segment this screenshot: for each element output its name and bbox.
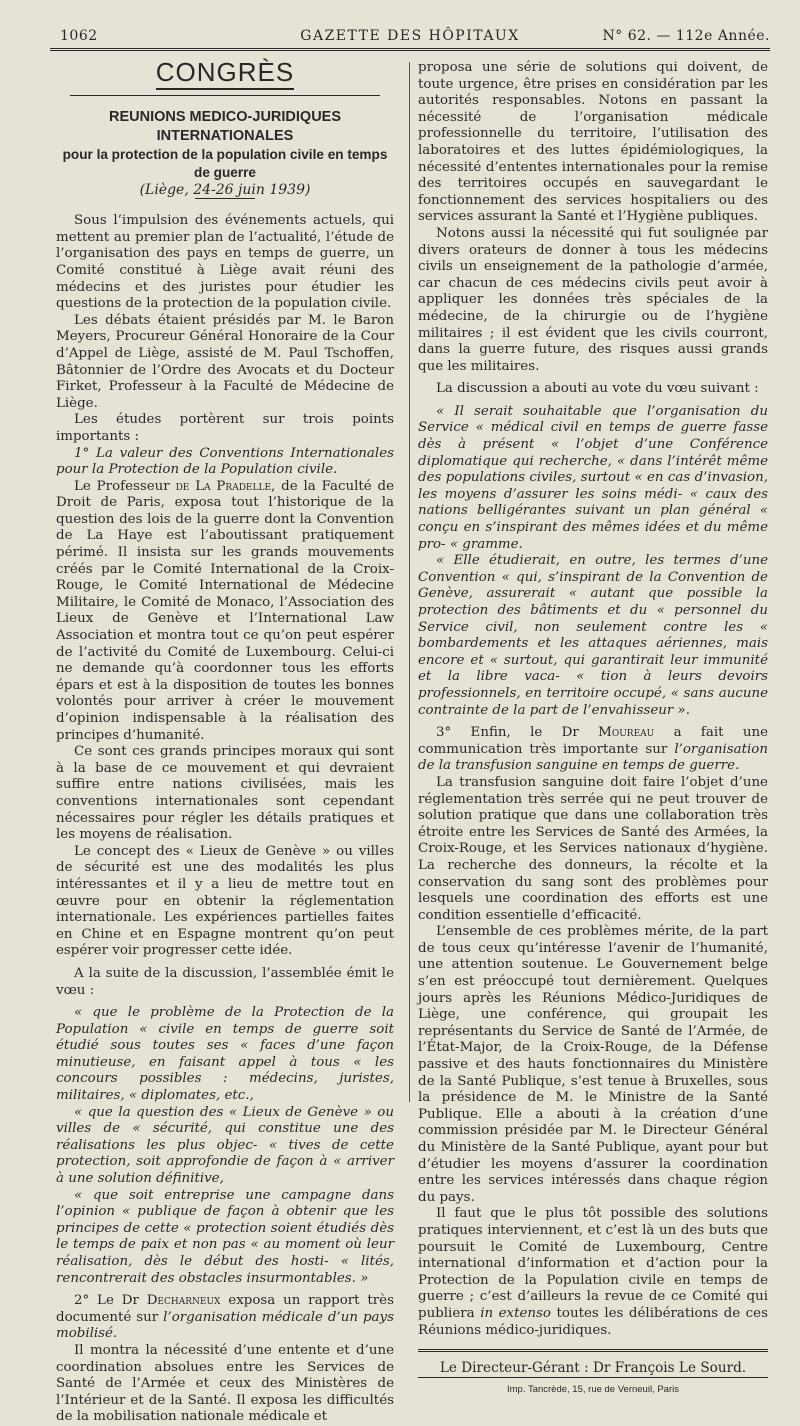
section-title: CONGRÈS (56, 64, 394, 81)
paragraph: Il faut que le plus tôt possible des solutions pratiques interviennent, et c’est là un des buts que poursuit le Comité de Luxembourg, Centre international d’information et d’action pour la Protection de la Population civile en temps de guerre ; c’est d’ailleurs la revue de ce Comité qui publiera in extenso toutes les délibérations de ces Réunions médico-juridiques. (418, 1206, 768, 1338)
article-title: REUNIONS MEDICO-JURIDIQUES INTERNATIONALES (108, 108, 342, 144)
paragraph: Le Professeur de La Pradelle, de la Faculté de Droit de Paris, exposa tout l’historique de la question des lois de la guerre dont la Convention de La Haye est l’aboutissant pratiquement périmé. Il insista sur les grands mouvements créés par le Comité International de la Croix-Rouge, le Comité International de Médecine Militaire, le Comité de Monaco, l’Association des Lieux de Genève et l’International Law Association et montra tout ce qu’on peut espérer de l’activité du Comité de Luxembourg. Celui-ci ne demande qu’à coordonner tous les efforts épars et est à la disposition de toutes les bonnes volontés pour arriver à créer le mouvement d’opinion indispensable à la réalisation des principes d’humanité. (56, 478, 394, 743)
journal-title: GAZETTE DES HÔPITAUX (300, 28, 520, 44)
quote: « Il serait souhaitable que l’organisation du Service « médical civil en temps de guerre fasse dès à présent « l’objet d’une Conférence diplomatique qui recherche, « dans l’intérêt même des populations civiles, surtout « en cas d’invasion, les moyens d’assurer les soins médi- « caux des nations belligérantes suivant un plan général « conçu en s’inspirant des mêmes idées et du même pro- « gramme. (418, 403, 768, 552)
paragraph: Les débats étaient présidés par M. le Baron Meyers, Procureur Général Honoraire de la Cour d’Appel de Liège, assisté de M. Paul Tschoffen, Bâtonnier de l’Ordre des Avocats et du Docteur Firket, Professeur à la Faculté de Médecine de Liège. (56, 312, 394, 411)
quote: « Elle étudierait, en outre, les termes d’une Convention « qui, s’inspirant de la Convention de Genève, assurerait « autant que possible la protection des bâtiments et du « personnel du Service civil, non seulement contre les « bombardements et les attaques aériennes, mais encore et « surtout, qui garantirait leur immunité et la libre vaca- « tion à leurs devoirs professionnels, en territoire occupé, « sans aucune contrainte de la part de l’envahisseur ». (418, 553, 768, 718)
paragraph: La discussion a abouti au vote du vœu suivant : (436, 381, 759, 397)
paragraph: Il montra la nécessité d’une entente et d’une coordination absolues entre les Services de Santé de l’Armée et ceux des Ministères de l’Intérieur et de la Santé. Il exposa les difficultés de la mobilisation nationale médicale et (56, 1342, 394, 1425)
paragraph: Les études portèrent sur trois points importants : (56, 412, 394, 444)
column-divider (409, 62, 410, 1102)
paragraph: L’ensemble de ces problèmes mérite, de la part de tous ceux qu’intéresse l’avenir de l’humanité, une attention soutenue. Le Gouvernement belge s’en est préoccupé tout dernièrement. Quelques jours après les Réunions Médico-Juridiques de Liège, une conférence, qui groupait les représentants du Service de Santé de l’Armée, de l’État-Major, de la Croix-Rouge, de la Défense passive et des hauts fonctionnaires du Ministère de la Santé Publique, s’est tenue à Bruxelles, sous la présidence de M. le Ministre de la Santé Publique. Elle a abouti à la création d’une commission présidée par M. le Directeur Général du Ministère de la Santé Publique, ayant pour but d’étudier les moyens d’assurer la coordination entre les services intéressés dans chaque région du pays. (418, 924, 768, 1205)
paragraph: 2° Le Dr Decharneux exposa un rapport très documenté sur l’organisation médicale d’un pays mobilisé. (56, 1293, 394, 1342)
header-rule (50, 48, 770, 53)
paragraph: 3° Enfin, le Dr Moureau a fait une communication très importante sur l’organisation de la transfusion sanguine en temps de guerre. (418, 725, 769, 774)
paragraph: 1° La valeur des Conventions Internationales pour la Protection de la Population civile. (56, 445, 394, 478)
running-head (50, 22, 770, 48)
printer-rule (418, 1377, 768, 1378)
title-separator (195, 198, 255, 199)
paragraph: A la suite de la discussion, l’assemblée émit le vœu : (56, 965, 394, 998)
paragraph: Le concept des « Lieux de Genève » ou villes de sécurité est une des modalités les plus intéressantes et il y a lieu de mettre tout en œuvre pour en obtenir la réglementation internationale. Les expériences partielles faites en Chine et en Espagne montrent qu’on peut espérer voir progresser cette idée. (56, 843, 394, 959)
quote: « que le problème de la Protection de la Population « civile en temps de guerre soit étudié sous toutes ses « faces d’une façon minutieuse, en faisant appel à tous « les concours possibles : médecins, juristes, militaires, « diplomates, etc., (56, 1005, 394, 1104)
article-subtitle: pour la protection de la population civile en temps de guerre (62, 146, 388, 180)
page-number: 1062 (60, 28, 98, 44)
signature-rule (418, 1349, 768, 1354)
quote: « que la question des « Lieux de Genève » ou villes de « sécurité, qui constitue une des réalisations les plus objec- « tives de cette protection, soit approfondie de façon à « arriver à une solution définitive, (56, 1104, 394, 1187)
paragraph: Notons aussi la nécessité qui fut soulignée par divers orateurs de donner à tous les médecins civils un enseignement de la pathologie d’armée, car chacun de ces médecins civils peut avoir à appliquer les données très spéciales de la médecine, de la chirurgie ou de l’hygiène militaires ; il est évident que les civils courront, dans la guerre future, des risques aussi grands que les militaires. (418, 225, 768, 374)
signature: Le Directeur-Gérant : Dr François Le Sourd. (439, 1360, 747, 1377)
issue-number: N° 62. — 112e Année. (602, 28, 770, 44)
article-place-date: (Liège, 24-26 juin 1939) (139, 181, 311, 198)
paragraph: proposa une série de solutions qui doivent, de toute urgence, être prises en considération par les autorités responsables. Notons en passant la nécessité de l’organisation médicale professionnelle du territoire, l’utilisation des laboratoires et des luttes épidémiologiques, la nécessité d’ententes internationales pour la remise des territoires occupés en sauvegardant le fonctionnement des services hospitaliers ou des services assurant la Santé et l’Hygiène publiques. (418, 60, 768, 225)
section-rule (70, 95, 380, 96)
right-column (418, 60, 768, 1398)
paragraph: Ce sont ces grands principes moraux qui sont à la base de ce mouvement et qui devraient suffire entre nations civilisées, mais les conventions internationales sont cependant nécessaires pour régler les détails pratiques et les moyens de réalisation. (56, 744, 394, 843)
left-column (56, 57, 394, 1426)
paragraph: Sous l’impulsion des événements actuels, qui mettent au premier plan de l’actualité, l’étude de l’organisation des pays en temps de guerre, un Comité constitué à Liège avait réuni des médecins et des juristes pour étudier les questions de la protection de la population civile. (56, 213, 394, 312)
printer-imprint: Imp. Tancrède, 15, rue de Verneuil, Paris (507, 1383, 679, 1395)
quote: « que soit entreprise une campagne dans l’opinion « publique de façon à obtenir que les principes de cette « protection soient étudiés dès le temps de paix et non pas « au moment où leur réalisation, dès le début des hosti- « lités, rencontrerait des obstacles insurmontables. » (56, 1187, 394, 1286)
paragraph: La transfusion sanguine doit faire l’objet d’une réglementation très serrée qui ne peut trouver de solution pratique que dans une collaboration très étroite entre les Services de Santé des Armées, la Croix-Rouge, et les Services nationaux d’hygiène. La recherche des donneurs, la récolte et la conservation du sang sont des problèmes pour lesquels une coordination des efforts est une condition essentielle d’efficacité. (418, 774, 768, 923)
